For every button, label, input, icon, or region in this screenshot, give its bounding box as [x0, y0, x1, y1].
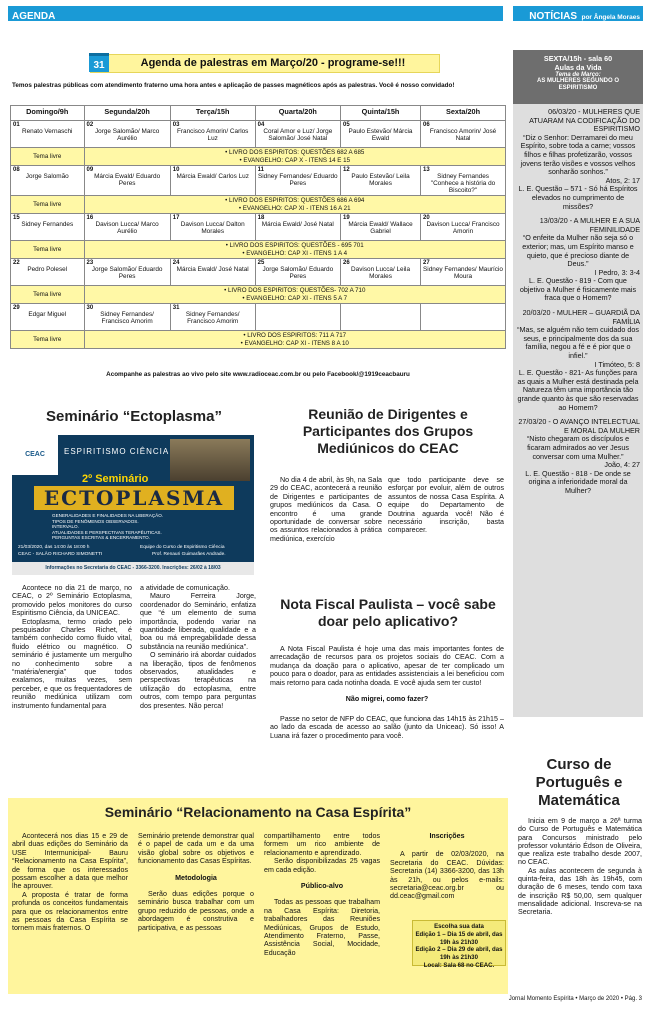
section-byline: por Ângela Moraes [581, 14, 640, 21]
entry-reference: I Pedro, 3: 3-4 [594, 267, 640, 277]
ecto-title: Seminário “Ectoplasma” [46, 408, 222, 425]
banner-bullet: INTERVALO. [52, 524, 79, 530]
day-number: 20 [423, 215, 430, 221]
banner-bullets [52, 513, 163, 541]
relac-subheading: Metodologia [175, 873, 217, 882]
speaker-names: Jorge Salomão/ Marco Aurélio [94, 128, 160, 142]
entry-reference: João, 4: 27 [604, 460, 640, 470]
entry-heading: 13/03/20 - A MULHER E A SUA FEMINILIDADE [539, 216, 640, 234]
calendar-week-row [11, 214, 506, 241]
day-number: 03 [172, 122, 180, 128]
section-title-noticias: NOTÍCIAS [529, 11, 578, 22]
day-number: 26 [343, 260, 350, 266]
day-number: 17 [172, 215, 180, 221]
calendar-week-row [11, 259, 506, 286]
calendar-number: 31 [93, 60, 105, 71]
speaker-names: Sidney Fernandes/ Francisco Amorim [185, 311, 240, 325]
nota-paragraph-2: Passe no setor de NFP do CEAC, que funciona das 14h15 às 21h15 – ao lado da escada de acesso ao salão (junto da Uniceac). Só isso! A Luana irá fazer o procedimento para você. [270, 715, 504, 740]
calendar-theme-row [11, 286, 506, 304]
day-number: 19 [343, 215, 350, 221]
speaker-names: Paulo Estevão/ Márcia Ewald [348, 128, 413, 142]
ecto-paragraph: a atividade de comunicação. [140, 584, 230, 592]
weekday-header: Segunda/20h [84, 106, 170, 121]
relac-box-line: Edição 2 – Dia 29 de abril, das 19h às 21h30 [415, 946, 503, 962]
reuniao-col2: que todo participante deve se esforçar por evoluir, além de outros assuntos de nossa Casa Espírita. A equipe do Departamento de Doutrina aguarda você! Não é necessário inscrição, basta comparecer. [388, 476, 504, 535]
calendar-theme-row [11, 331, 506, 349]
livro-reference: • LIVRO DOS ESPIRITOS: QUESTÕES- 702 A 710 [224, 287, 366, 294]
calendar-day-cell [421, 121, 506, 148]
speaker-names: Coral Amor e Luz/ Jorge Salomão/ José Natal [263, 128, 333, 142]
calendar-day-cell [84, 259, 170, 286]
calendar-day-cell [341, 121, 421, 148]
calendar-day-cell [170, 304, 255, 331]
banner-photo [170, 439, 250, 481]
calendar-day-cell [84, 166, 170, 196]
calendar-theme-row [11, 148, 506, 166]
banner-ectoplasma: ECTOPLASMA [34, 486, 234, 510]
sidebar-box-line: SEXTA/15h - sala 60 [543, 54, 613, 63]
speaker-names: Davison Lucca/ Dalton Morales [180, 221, 245, 235]
day-number: 05 [343, 122, 350, 128]
calendar-day-cell [255, 259, 340, 286]
speaker-names: Paulo Estevão/ Leila Morales [351, 173, 410, 187]
relac-subheading: Inscrições [429, 832, 465, 840]
speaker-names: Pedro Polesel [27, 266, 68, 273]
evangelho-reference: • EVANGELHO: CAP XI - ITENS 1 A 4 [242, 249, 348, 257]
sidebar-entries [516, 108, 640, 496]
speaker-names: Sidney Fernandes "Conhece a história do Biscoito?" [430, 173, 496, 194]
free-theme-label: Tema livre [11, 241, 85, 259]
day-number: 09 [86, 167, 94, 173]
banner-coord: Prof. Renauri Guimarães Andrade. [152, 552, 226, 557]
calendar-day-cell [421, 304, 506, 331]
ecto-paragraph: Acontece no dia 21 de março, no CEAC, o 2º Seminário Ectoplasma, promovido pelos monitores do curso Espiritismo Ciência, da UNICEAC. [12, 584, 132, 618]
agenda-calendar [10, 105, 506, 349]
section-header-agenda [8, 6, 503, 21]
entry-question: L. E. Questão - 818 - De onde se origina a inferioridade moral da Mulher? [525, 468, 631, 495]
calendar-day-cell [11, 121, 85, 148]
calendar-day-cell [421, 259, 506, 286]
calendar-day-cell [255, 121, 340, 148]
calendar-day-cell [255, 166, 340, 196]
relac-paragraph: Todas as pessoas que trabalham na Casa Espírita: Diretoria, trabalhadores das Reuniões Mediúnicas, Grupos de Estudo, Atendimento Fraterno, Passe, Assistência Social, Mocidade, Educação [264, 898, 380, 957]
calendar-day-cell [341, 166, 421, 196]
calendar-day-cell [421, 166, 506, 196]
day-number: 30 [86, 305, 94, 311]
relac-col4 [390, 832, 504, 901]
calendar-day-cell [341, 214, 421, 241]
day-number: 13 [423, 167, 430, 173]
section-header-noticias [513, 6, 643, 21]
ecto-paragraph: Ectoplasma, termo criado pelo pesquisador Charles Richet, é também conhecido como fluido vital, fluido elétrico ou magnético. O seminário é justamente um mergulho no conhecimento sobre a “matéria/energia” que todos exalamos, muitas vezes, sem perceber, e que os frequentadores de reunião mediúnica utilizam com instrumento fundamental para [12, 617, 132, 710]
page-footer: Jornal Momento Espírita • Março de 2020 • Pág. 3 [508, 996, 642, 1002]
relac-box-line: Local: Sala 68 no CEAC. [423, 961, 495, 969]
weekday-header: Terça/15h [170, 106, 255, 121]
entry-question: L. E. Questão - 819 - Com que objetivo a Mulher é fisicamente mais fraca que o Homem? [519, 276, 637, 303]
study-references [84, 196, 506, 214]
calendar-week-row [11, 121, 506, 148]
speaker-names: Sidney Fernandes/ Maurício Moura [423, 266, 503, 280]
calendar-table [10, 105, 506, 349]
day-number: 27 [423, 260, 430, 266]
banner-team: Equipe do Curso de Espiritismo Ciência [140, 545, 225, 550]
weekday-header: Sexta/20h [421, 106, 506, 121]
relac-col3 [264, 832, 380, 957]
speaker-names: Francisco Amorin/ José Natal [429, 128, 497, 142]
sidebar-box-line: Tema de Março: [555, 72, 601, 78]
speaker-names: Davison Lucca/ Marco Aurélio [95, 221, 159, 235]
relac-col2 [138, 832, 254, 932]
study-references [84, 331, 506, 349]
day-number: 29 [13, 305, 20, 311]
entry-quote: “Nisto chegaram os discípulos e ficaram admirados ao ver Jesus conversar com uma Mulher.” [526, 434, 630, 461]
calendar-week-row [11, 166, 506, 196]
agenda-intro: Temos palestras públicas com atendimento fraterno uma hora antes e aplicação de passes magnéticos após as palestras. Você é nosso convidado! [12, 82, 455, 89]
curso-body [518, 817, 642, 917]
livro-reference: • LIVRO DOS ESPIRITOS: QUESTÕES 686 A 694 [225, 197, 365, 204]
calendar-day-cell [84, 121, 170, 148]
sidebar-entry [516, 418, 640, 495]
sidebar-entry [516, 309, 640, 412]
agenda-footer: Acompanhe as palestras ao vivo pelo site www.radioceac.com.br ou pelo Facebook/@1919ceacbauru [106, 371, 410, 378]
evangelho-reference: • EVANGELHO: CAP XI - ITENS 16 A 21 [238, 204, 351, 212]
sidebar-entry [516, 217, 640, 303]
relac-paragraph: A proposta é tratar de forma profunda os conceitos fundamentais para que os relacionamentos entre as pessoas da Casa Espírita se tornem mais fraternos. O [12, 890, 128, 933]
relac-dates-box [412, 920, 506, 969]
day-number: 15 [13, 215, 20, 221]
day-number: 16 [86, 215, 94, 221]
speaker-names: Márcia Ewald/ Carlos Luz [176, 173, 249, 180]
banner-top: ESPIRITISMO CIÊNCIA [64, 447, 170, 456]
study-references [84, 286, 506, 304]
evangelho-reference: • EVANGELHO: CAP XI - ITENS 5 A 7 [242, 294, 348, 302]
entry-heading: 20/03/20 - MULHER – GUARDIÃ DA FAMÍLIA [522, 308, 640, 326]
calendar-day-cell [11, 259, 85, 286]
day-number: 31 [172, 305, 180, 311]
entry-heading: 06/03/20 - MULHERES QUE ATUARAM NA CODIFICAÇÃO DO ESPIRITISMO [529, 107, 640, 134]
speaker-names: Márcia Ewald/ Eduardo Peres [94, 173, 161, 187]
day-number: 08 [13, 167, 20, 173]
ceac-logo [12, 435, 58, 475]
calendar-day-cell [255, 214, 340, 241]
free-theme-label: Tema livre [11, 286, 85, 304]
ecto-col1 [12, 584, 132, 710]
speaker-names: Márcia Ewald/ Wallace Gabriel [348, 221, 413, 235]
speaker-names: Márcia Ewald/ José Natal [261, 221, 334, 228]
calendar-icon [89, 53, 109, 72]
livro-reference: • LIVRO DOS ESPIRITOS: 711 A 717 [243, 332, 347, 339]
calendar-day-cell [255, 304, 340, 331]
speaker-names: Francisco Amorin/ Carlos Luz [176, 128, 249, 142]
day-number: 25 [257, 260, 265, 266]
relac-title: Seminário “Relacionamento na Casa Espírita” [104, 804, 412, 820]
relac-paragraph: Serão disponibilizadas 25 vagas em cada edição. [264, 857, 380, 874]
agenda-title-bar [90, 54, 440, 73]
ceac-logo-text: CEAC [25, 451, 45, 458]
speaker-names: Edgar Miguel [28, 311, 67, 318]
speaker-names: Jorge Salomão/ Eduardo Peres [91, 266, 163, 280]
day-number: 12 [343, 167, 350, 173]
calendar-day-cell [11, 166, 85, 196]
study-references [84, 148, 506, 166]
free-theme-label: Tema livre [11, 331, 85, 349]
curso-title: Curso de Português e Matemática [535, 756, 623, 809]
livro-reference: • LIVRO DOS ESPIRITOS: QUESTÕES 682 A 685 [225, 149, 365, 156]
speaker-names: Jorge Salomão/ Eduardo Peres [262, 266, 334, 280]
day-number: 02 [86, 122, 94, 128]
calendar-day-cell [11, 304, 85, 331]
ecto-col2 [140, 584, 256, 710]
calendar-day-cell [421, 214, 506, 241]
calendar-day-cell [11, 214, 85, 241]
entry-reference: I Timóteo, 5: 8 [594, 359, 640, 369]
calendar-day-cell [84, 214, 170, 241]
calendar-day-cell [341, 259, 421, 286]
banner-place: CEAC - SALÃO RICHARD SIMONETTI [18, 552, 103, 557]
relac-col1 [12, 832, 128, 933]
calendar-day-cell [170, 166, 255, 196]
relac-box-line: Edição 1 – Dia 15 de abril, das 19h às 21h30 [415, 930, 503, 946]
calendar-day-cell [170, 214, 255, 241]
nota-paragraph-1: A Nota Fiscal Paulista é hoje uma das mais importantes fontes de arrecadação de recursos para os projetos sociais do CEAC. Com a mudança da doação para o aplicativo, apesar de ter complicado um pouco para o doador, para as entidades assistenciais a lei beneficiou com mais retorno para cada notinha doada. E você ajuda sem ter custo! [270, 645, 504, 687]
calendar-theme-row [11, 241, 506, 259]
ecto-paragraph: O seminário irá abordar cuidados na liberação, tipos de fenômenos observados, atualidades e perspectivas terapêuticas na utilização do ectoplasma, entre outros, com tempo para perguntas dos presentes. Não perca! [140, 651, 256, 710]
speaker-names: Jorge Salomão [25, 173, 69, 180]
speaker-names: Márcia Ewald/ José Natal [176, 266, 249, 273]
entry-quote: “Diz o Senhor: Derramarei do meu Espírito, sobre toda a carne; vossos filhos e filhas profetizarão, vossos jovens terão visões e vossos velhos sonharão sonhos.” [520, 132, 636, 177]
calendar-day-cell [170, 121, 255, 148]
reuniao-title: Reunião de Dirigentes e Participantes dos Grupos Mediúnicos do CEAC [302, 406, 474, 456]
livro-reference: • LIVRO DOS ESPIRITOS: QUESTÕES - 695 701 [225, 242, 364, 249]
day-number: 18 [257, 215, 265, 221]
relac-subheading: Público-alvo [300, 882, 344, 891]
section-title-agenda: AGENDA [12, 11, 56, 22]
relac-paragraph: Seminário pretende demonstrar qual é o papel de cada um e da uma visão global sobre os objetivos e funcionamento das Casas Espíritas. [138, 832, 254, 866]
ecto-banner [12, 435, 254, 575]
entry-question: L. E. Questão - 821- As funções para as quais a Mulher está destinada pela Natureza têm uma importância tão grande quanto às que são reservadas ao Homem? [517, 368, 639, 412]
day-number: 04 [257, 122, 265, 128]
day-number: 23 [86, 260, 94, 266]
entry-reference: Atos, 2: 17 [605, 175, 640, 185]
evangelho-reference: • EVANGELHO: CAP X - ITENS 14 E 15 [239, 156, 351, 164]
reuniao-col1: No dia 4 de abril, às 9h, na Sala 29 do CEAC, acontecerá a reunião de Dirigentes e participantes de grupos mediúnicos da Casa. O encontro é uma grande oportunidade de conversar sobre os assuntos relacionados à prática mediúnica, exercício [270, 476, 382, 543]
speaker-names: Renato Vernaschi [22, 128, 73, 135]
sidebar-entry [516, 108, 640, 211]
day-number: 01 [13, 122, 20, 128]
relac-box-line: Escolha sua data [434, 923, 484, 930]
day-number: 10 [172, 167, 180, 173]
curso-paragraph: Inicia em 9 de março a 26ª turma do Curso de Português e Matemática para Concursos ministrado pelo professor voluntário Édson de Oliveira, que realiza este trabalho desde 2007, no CEAC. [518, 817, 642, 867]
banner-bullet: ATUALIDADES E PERSPECTIVAS TERAPÊUTICAS. [52, 529, 162, 535]
calendar-week-row [11, 304, 506, 331]
day-number: 24 [172, 260, 180, 266]
nota-subtitle: Não migrei, como fazer? [345, 695, 429, 703]
speaker-names: Sidney Fernandes [21, 221, 74, 228]
relac-paragraph: Acontecerá nos dias 15 e 29 de abril duas edições do Seminário da USE Intermunicipal- Bauru “Relacionamento na Casa Espírita”, de forma que os interessados possam escolher a data que melhor lhe aprouver. [12, 832, 128, 891]
weekday-header: Domingo/9h [11, 106, 85, 121]
calendar-day-cell [84, 304, 170, 331]
ecto-paragraph: Mauro Ferreira Jorge, coordenador do Seminário, enfatiza que “é um elemento de suma importância, podendo variar na quantidade liberada, qualidade e a boa ou má empregabilidade dessa substância na reunião mediúnica”. [140, 592, 256, 651]
entry-question: L. E. Questão – 571 - Só há Espíritos elevados no cumprimento de missões? [518, 184, 638, 211]
speaker-names: Sidney Fernandes/ Francisco Amorim [100, 311, 154, 325]
day-number: 22 [13, 260, 20, 266]
entry-quote: “Mas, se alguém não tem cuidado dos seus, e principalmente dos da sua família, negou a fé e é pior que o infiel.” [517, 325, 639, 361]
calendar-day-cell [341, 304, 421, 331]
free-theme-label: Tema livre [11, 148, 85, 166]
banner-info: Informações no Secretaria do CEAC - 3366-3200. Inscrições: 26/02 à 18/03 [12, 562, 254, 575]
calendar-day-cell [170, 259, 255, 286]
nota-title: Nota Fiscal Paulista – você sabe doar pelo aplicativo? [280, 596, 496, 629]
banner-bullet: TIPOS DE FENÔMENOS OBSERVADOS. [52, 518, 139, 524]
relac-paragraph: A partir de 02/03/2020, na Secretaria do CEAC. Dúvidas: Secretaria (14) 3366-3200, das 13h às 21h, ou pelos e-mails: secretaria@ceac.org.br ou dd.ceac@gmail.com [390, 850, 504, 901]
free-theme-label: Tema livre [11, 196, 85, 214]
relac-paragraph: compartilhamento entre todos formem um rico ambiente de relacionamento e aprendizado. [264, 832, 380, 857]
banner-seminar: 2º Seminário [82, 473, 149, 485]
weekday-header: Quinta/15h [341, 106, 421, 121]
sidebar-box-line: Aulas da Vida [554, 63, 602, 72]
speaker-names: Sidney Fernandes/ Eduardo Peres [258, 173, 338, 187]
sidebar-box-line: AS MULHERES SEGUNDO O ESPIRITISMO [536, 78, 619, 91]
speaker-names: Davison Lucca/ Leila Morales [351, 266, 411, 280]
banner-bullet: PERGUNTAS ESCRITAS & ENCERRAMENTO. [52, 535, 151, 541]
banner-bullet: GENERALIDADES E FINALIDADES NA LIBERAÇÃO. [52, 513, 164, 518]
curso-paragraph: As aulas acontecem de segunda à quinta-feira, das 18h às 19h45, com duração de 6 meses, tendo com taxa de inscrição R$ 50,00, sem qualquer mensalidade adicional. Inscreva-se na Secretaria. [518, 866, 642, 917]
weekday-header: Quarta/20h [255, 106, 340, 121]
relac-paragraph: Serão duas edições porque o seminário busca trabalhar com um grupo reduzido de pessoas, onde a abordagem é construtiva e participativa, e as pessoas [138, 890, 254, 932]
evangelho-reference: • EVANGELHO: CAP XI - ITENS 8 A 10 [240, 339, 349, 347]
agenda-title: Agenda de palestras em Março/20 - programe-se!!! [140, 57, 406, 69]
sidebar-box [513, 50, 643, 104]
study-references [84, 241, 506, 259]
entry-quote: “O enfeite da Mulher não seja só o exterior; mas, um Espírito manso e quieto, que é precioso diante de Deus.” [522, 233, 634, 269]
banner-date: 21/03/2020, das 14:00 às 18:00 h [18, 545, 90, 550]
speaker-names: Davison Lucca/ Francisco Amorin [426, 221, 500, 235]
entry-heading: 27/03/20 - O AVANÇO INTELECTUAL E MORAL DA MULHER [518, 417, 640, 435]
day-number: 06 [423, 122, 430, 128]
day-number: 11 [257, 167, 264, 173]
calendar-theme-row [11, 196, 506, 214]
